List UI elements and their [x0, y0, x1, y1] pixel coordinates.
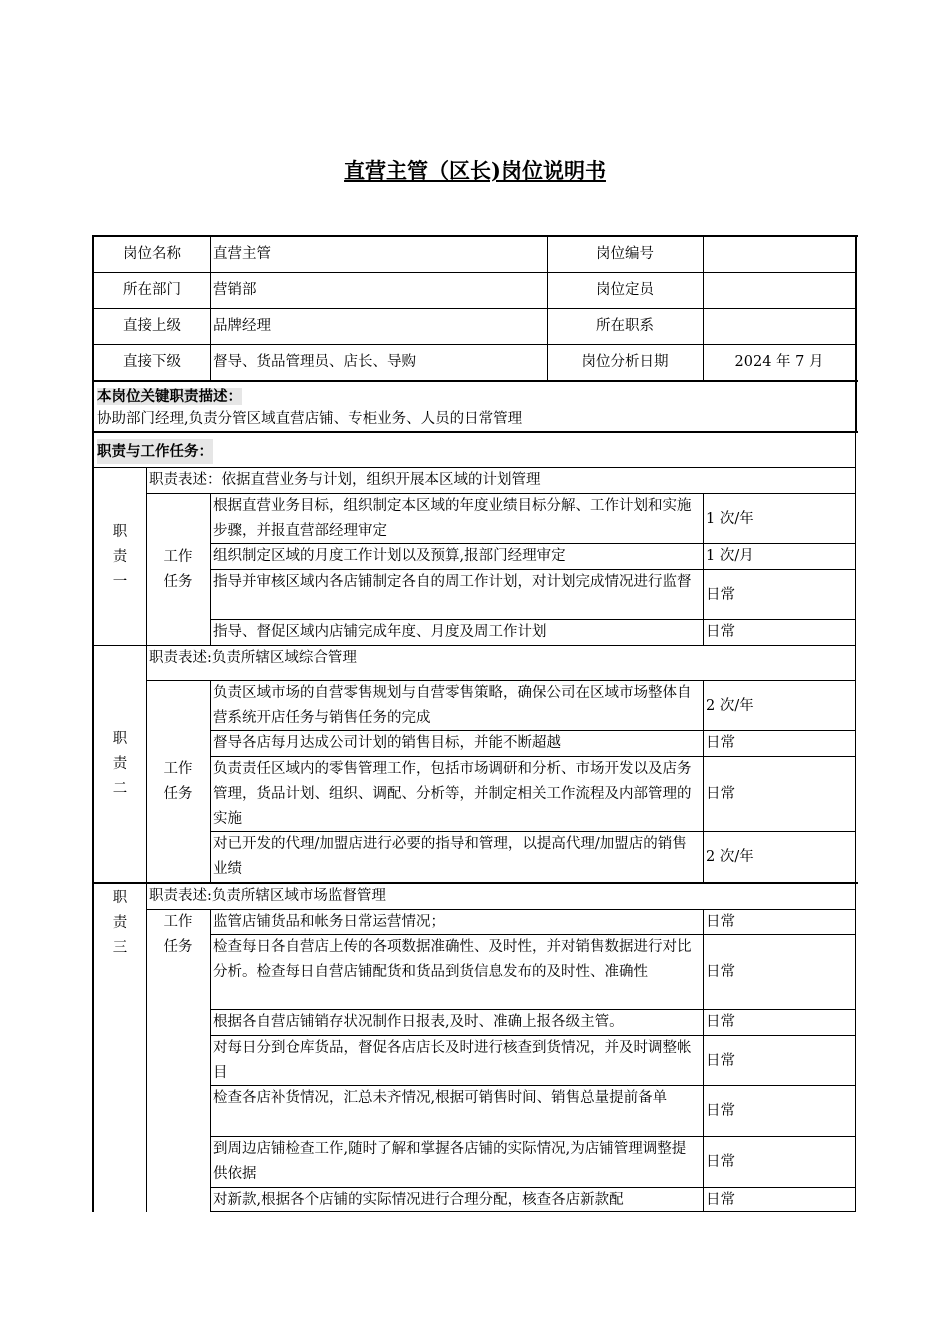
duties-label: 职责与工作任务： [97, 439, 213, 464]
duty-1-desc: 职责表述：依据直营业务与计划，组织开展本区域的计划管理 [149, 472, 541, 488]
task-text: 检查每日各自营店上传的各项数据准确性、及时性，并对销售数据进行对比分析。检查每日自营店铺配货和货品到货信息发布的及时性、准确性 [213, 939, 692, 980]
task-frequency: 1 次/月 [706, 548, 754, 564]
task-frequency: 日常 [706, 1102, 735, 1119]
page-title: 直营主管（区长)岗位说明书 [344, 158, 606, 183]
duty-1-label: 职 责 一 [112, 523, 128, 590]
task-text: 对已开发的代理/加盟店进行必要的指导和管理，以提高代理/加盟店的销售业绩 [213, 836, 687, 877]
value-position-code [703, 237, 855, 272]
task-text: 到周边店铺检查工作,随时了解和掌握各店铺的实际情况,为店铺管理调整提供依据 [213, 1141, 687, 1182]
task-text: 监管店铺货品和帐务日常运营情况； [213, 914, 445, 930]
task-text: 组织制定区域的月度工作计划以及预算,报部门经理审定 [213, 548, 566, 564]
value-superior: 品牌经理 [213, 318, 271, 334]
label-subordinates: 直接下级 [123, 354, 181, 370]
key-duty-section [94, 384, 855, 432]
task-text: 检查各店补货情况，汇总未齐情况,根据可销售时间、销售总量提前备单 [213, 1090, 668, 1106]
task-frequency: 2 次/年 [706, 697, 754, 714]
label-department: 所在部门 [123, 282, 181, 298]
task-text: 负责区域市场的自营零售规划与自营零售策略，确保公司在区域市场整体自营系统开店任务与销售任务的完成 [213, 685, 692, 726]
key-duty-label: 本岗位关键职责描述： [97, 388, 242, 405]
task-text: 负责责任区域内的零售管理工作，包括市场调研和分析、市场开发以及店务管理，货品计划、组织、调配、分析等，并制定相关工作流程及内部管理的实施 [213, 761, 692, 827]
label-headcount: 岗位定员 [596, 282, 654, 298]
duty-3-desc: 职责表述:负责所辖区域市场监督管理 [149, 888, 386, 904]
task-frequency: 日常 [706, 735, 735, 751]
duty-3-work-tasks-label: 工作 任务 [163, 914, 193, 955]
task-frequency: 日常 [706, 1153, 735, 1170]
task-text: 指导、督促区域内店铺完成年度、月度及周工作计划 [213, 624, 547, 640]
label-position-code: 岗位编号 [596, 246, 654, 262]
key-duty-text: 协助部门经理,负责分管区域直营店铺、专柜业务、人员的日常管理 [97, 411, 523, 427]
label-position-name: 岗位名称 [123, 246, 181, 262]
task-text: 对每日分到仓库货品，督促各店店长及时进行核查到货情况，并及时调整帐目 [213, 1040, 692, 1081]
task-text: 督导各店每月达成公司计划的销售目标，并能不断超越 [213, 735, 561, 751]
value-department: 营销部 [213, 282, 257, 298]
value-analysis-date: 2024 年 7 月 [734, 354, 824, 370]
label-superior: 直接上级 [123, 318, 181, 334]
duty-2-work-tasks-label: 工作 任务 [163, 760, 193, 802]
value-headcount [703, 273, 855, 308]
task-frequency: 日常 [706, 586, 735, 603]
value-subordinates: 督导、货品管理员、店长、导购 [213, 354, 416, 370]
duty-2-desc: 职责表述:负责所辖区域综合管理 [149, 650, 357, 666]
task-frequency: 日常 [706, 1014, 735, 1030]
value-job-family [703, 309, 855, 344]
duty-3-label: 职 责 三 [112, 890, 128, 956]
task-text: 根据各自营店铺销存状况制作日报表,及时、准确上报各级主管。 [213, 1014, 624, 1030]
task-frequency: 2 次/年 [706, 848, 754, 865]
duty-1-work-tasks-label: 工作 任务 [163, 549, 193, 590]
label-analysis-date: 岗位分析日期 [581, 354, 669, 370]
task-frequency: 日常 [706, 786, 735, 802]
duty-2-label: 职 责 二 [112, 730, 128, 797]
task-frequency: 1 次/年 [706, 510, 754, 527]
value-position-name: 直营主管 [213, 246, 271, 262]
task-frequency: 日常 [706, 1191, 735, 1208]
duties-section-label [94, 436, 855, 467]
task-text: 根据直营业务目标，组织制定本区域的年度业绩目标分解、工作计划和实施步骤，并报直营部经理审定 [213, 498, 692, 539]
task-frequency: 日常 [706, 1052, 735, 1069]
label-job-family: 所在职系 [596, 318, 654, 334]
task-frequency: 日常 [706, 624, 735, 640]
task-text: 指导并审核区域内各店铺制定各自的周工作计划，对计划完成情况进行监督 [213, 574, 692, 590]
task-text: 对新款,根据各个店铺的实际情况进行合理分配，核查各店新款配 [213, 1192, 624, 1208]
task-frequency: 日常 [706, 914, 735, 930]
task-frequency: 日常 [706, 964, 735, 980]
